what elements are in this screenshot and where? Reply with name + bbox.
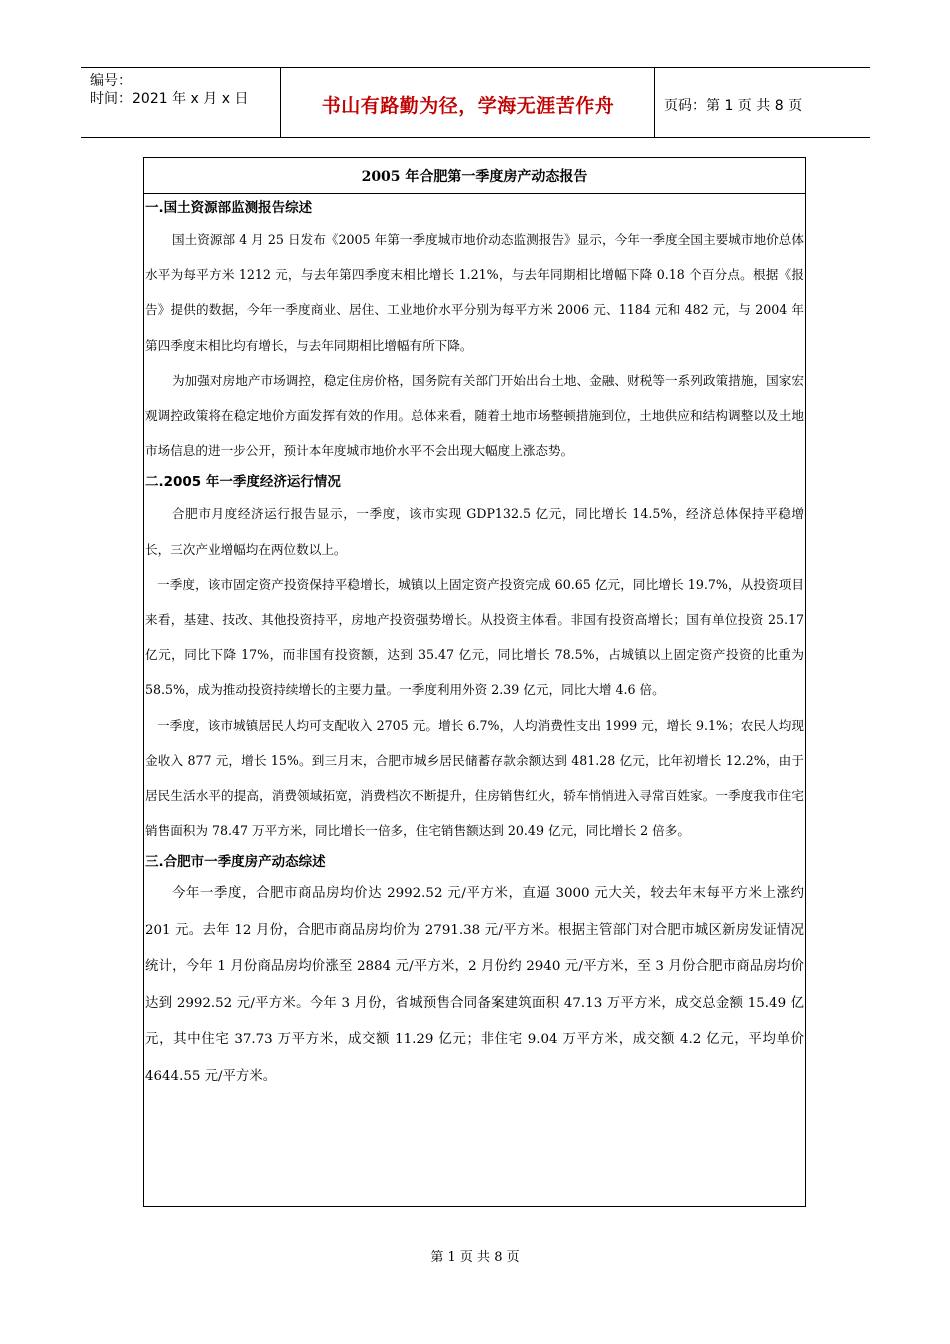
header-number-label: 编号：	[90, 73, 132, 89]
page-header	[81, 67, 870, 138]
page-footer: 第 1 页 共 8 页	[430, 1250, 520, 1265]
header-date-label: 时间：2021 年 x 月 x 日	[90, 91, 249, 107]
header-page-label: 页码：第 1 页 共 8 页	[664, 97, 803, 114]
header-meta	[81, 68, 281, 137]
section-heading-1: 一.国土资源部监测报告综述	[145, 200, 313, 216]
section-heading-2: 二.2005 年一季度经济运行情况	[145, 474, 341, 491]
report-content	[144, 194, 805, 1095]
header-motto: 书山有路勤为径，学海无涯苦作舟	[321, 95, 615, 117]
section3-paragraph-1: 今年一季度，合肥市商品房均价达 2992.52 元/平方米，直逼 3000 元大关，较去年末每平方米上涨约 201 元。去年 12 月份，合肥市商品房均价为 2791.38 元/平方米。根据主管部门对合肥市城区新房发证情况统计，今年 1 月份商品房均价涨至 2884 元/平方米，2 月份约 2940 元/平方米，至 3 月份合肥市商品房均价达到 2992.52 元/平方米。今年 3 月份，省城预售合同备案建筑面积 47.13 万平方米，成交总金额 15.49 亿元，其中住宅 37.73 万平方米，成交额 11.29 亿元；非住宅 9.04 万平方米，成交额 4.2 亿元，平均单价 4644.55 元/平方米。	[145, 886, 804, 1084]
header-motto-cell	[282, 68, 655, 137]
header-page-cell	[655, 68, 870, 137]
section-heading-3: 三.合肥市一季度房产动态综述	[145, 854, 326, 871]
report-title: 2005 年合肥第一季度房产动态报告	[144, 158, 805, 194]
section2-paragraph-2: 一季度，该市固定资产投资保持平稳增长，城镇以上固定资产投资完成 60.65 亿元，同比增长 19.7%，从投资项目来看，基建、技改、其他投资持平，房地产投资强势增长。从投资主体看。非国有投资高增长；国有单位投资 25.17 亿元，同比下降 17%，而非国有投资额，达到 35.47 亿元，同比增长 78.5%，占城镇以上固定资产投资的比重为 58.5%，成为推动投资持续增长的主要力量。一季度利用外资 2.39 亿元，同比大增 4.6 倍。	[145, 576, 804, 698]
section1-paragraph-1: 国土资源部 4 月 25 日发布《2005 年第一季度城市地价动态监测报告》显示，今年一季度全国主要城市地价总体水平为每平方米 1212 元，与去年第四季度末相比增长 1.21%，与去年同期相比增幅下降 0.18 个百分点。根据《报告》提供的数据，今年一季度商业、居住、工业地价水平分别为每平方米 2006 元、1184 元和 482 元，与 2004 年第四季度末相比均有增长，与去年同期相比增幅有所下降。	[145, 232, 804, 353]
section2-paragraph-1: 合肥市月度经济运行报告显示，一季度，该市实现 GDP132.5 亿元，同比增长 14.5%，经济总体保持平稳增长，三次产业增幅均在两位数以上。	[145, 506, 804, 557]
section2-paragraph-3: 一季度，该市城镇居民人均可支配收入 2705 元。增长 6.7%，人均消费性支出 1999 元，增长 9.1%；农民人均现金收入 877 元，增长 15%。到三月末，合肥市城乡居民储蓄存款余额达到 481.28 亿元，比年初增长 12.2%，由于居民生活水平的提高，消费领域拓宽，消费档次不断提升，住房销售红火，轿车悄悄进入寻常百姓家。一季度我市住宅销售面积为 78.47 万平方米，同比增长一倍多，住宅销售额达到 20.49 亿元，同比增长 2 倍多。	[145, 717, 804, 839]
report-box	[143, 157, 806, 1207]
section1-paragraph-2: 为加强对房地产市场调控，稳定住房价格，国务院有关部门开始出台土地、金融、财税等一系列政策措施，国家宏观调控政策将在稳定地价方面发挥有效的作用。总体来看，随着土地市场整顿措施到位，土地供应和结构调整以及土地市场信息的进一步公开，预计本年度城市地价水平不会出现大幅度上涨态势。	[145, 372, 804, 459]
